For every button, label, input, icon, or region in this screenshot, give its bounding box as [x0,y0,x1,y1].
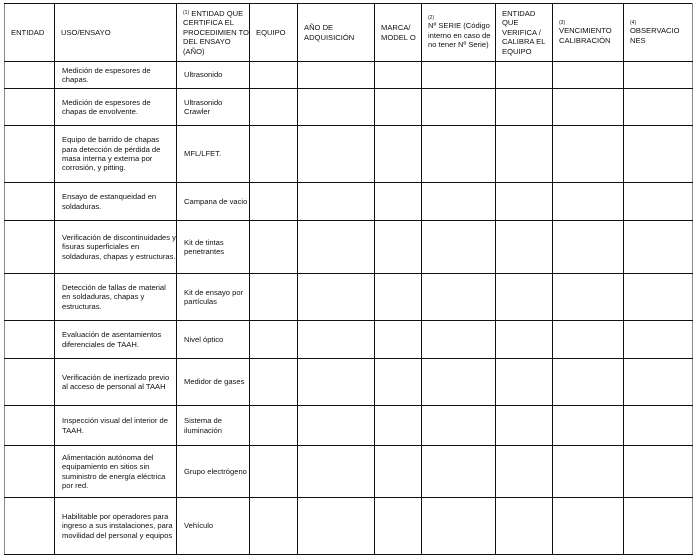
cell-observaciones [624,274,693,321]
cell-entidad [5,274,55,321]
cell-serie [422,359,496,406]
header-observaciones-label: OBSERVACIO NES [630,26,680,45]
cell-equipo [250,446,298,498]
cell-uso-ensayo: Equipo de barrido de chapas para detección de pérdida de masa interna y externa por corrosión, y pitting. [55,126,177,183]
cell-entidad-certifica: Vehículo [177,498,250,555]
cell-serie [422,321,496,359]
cell-entidad-certifica: Ultrasonido [177,62,250,89]
cell-anio-adquisicion [298,406,375,446]
table-row [5,498,693,555]
cell-serie [422,62,496,89]
header-equipo: EQUIPO [250,4,298,62]
cell-vencimiento [553,274,624,321]
cell-equipo [250,321,298,359]
header-entidad-certifica [177,4,250,62]
cell-equipo [250,126,298,183]
cell-entidad-verifica [496,446,553,498]
cell-equipo [250,359,298,406]
cell-entidad-verifica [496,183,553,221]
table-row [5,89,693,126]
header-vencimiento-label: VENCIMIENTO CALIBRACIÓN [559,26,612,45]
cell-marca-modelo [375,183,422,221]
cell-entidad-verifica [496,89,553,126]
footnote-marker: (4) [630,20,637,27]
header-anio-adquisicion: AÑO DE ADQUISICIÓN [298,4,375,62]
cell-vencimiento [553,89,624,126]
table-row [5,126,693,183]
table-row [5,446,693,498]
cell-entidad [5,89,55,126]
cell-serie [422,498,496,555]
cell-observaciones [624,126,693,183]
cell-serie [422,126,496,183]
cell-entidad-verifica [496,359,553,406]
cell-anio-adquisicion [298,221,375,274]
cell-vencimiento [553,321,624,359]
equipment-table [4,3,693,555]
cell-entidad [5,62,55,89]
cell-serie [422,221,496,274]
cell-uso-ensayo: Verificación de inertizado previo al acceso de personal al TAAH [55,359,177,406]
cell-anio-adquisicion [298,274,375,321]
cell-uso-ensayo: Detección de fallas de material en soldaduras, chapas y estructuras. [55,274,177,321]
cell-equipo [250,62,298,89]
table-row [5,183,693,221]
cell-entidad-verifica [496,498,553,555]
cell-entidad-verifica [496,406,553,446]
cell-observaciones [624,183,693,221]
cell-marca-modelo [375,321,422,359]
cell-equipo [250,221,298,274]
table-body [5,62,693,555]
footnote-marker: (2) [428,15,435,22]
cell-entidad [5,321,55,359]
cell-entidad-certifica: Grupo electrógeno [177,446,250,498]
cell-entidad [5,221,55,274]
cell-entidad-certifica: Campana de vacio [177,183,250,221]
cell-entidad-certifica: Medidor de gases [177,359,250,406]
cell-marca-modelo [375,62,422,89]
cell-uso-ensayo: Medición de espesores de chapas de envolvente. [55,89,177,126]
cell-serie [422,446,496,498]
cell-marca-modelo [375,126,422,183]
cell-anio-adquisicion [298,183,375,221]
cell-observaciones [624,498,693,555]
header-entidad-certifica-label: ENTIDAD QUE CERTIFICA EL PROCEDIMIEN TO DEL ENSAYO (AÑO) [183,8,249,56]
header-uso-ensayo: USO/ENSAYO [55,4,177,62]
cell-marca-modelo [375,274,422,321]
cell-entidad [5,498,55,555]
cell-anio-adquisicion [298,126,375,183]
table-row [5,62,693,89]
cell-observaciones [624,359,693,406]
cell-entidad-certifica: Nivel óptico [177,321,250,359]
cell-entidad-certifica: Kit de tintas penetrantes [177,221,250,274]
cell-entidad-certifica: Ultrasonido Crawler [177,89,250,126]
cell-uso-ensayo: Ensayo de estanqueidad en soldaduras. [55,183,177,221]
cell-entidad [5,126,55,183]
cell-anio-adquisicion [298,446,375,498]
cell-observaciones [624,221,693,274]
cell-entidad-verifica [496,221,553,274]
cell-equipo [250,89,298,126]
header-serie [422,4,496,62]
cell-serie [422,274,496,321]
table-row [5,406,693,446]
cell-vencimiento [553,406,624,446]
cell-vencimiento [553,498,624,555]
cell-entidad-verifica [496,62,553,89]
cell-serie [422,406,496,446]
cell-entidad [5,183,55,221]
cell-entidad-certifica: MFL/LFET. [177,126,250,183]
cell-vencimiento [553,126,624,183]
footnote-marker: (3) [559,20,566,27]
header-entidad-verifica: ENTIDAD QUE VERIFICA / CALIBRA EL EQUIPO [496,4,553,62]
cell-anio-adquisicion [298,89,375,126]
cell-equipo [250,498,298,555]
cell-marca-modelo [375,221,422,274]
cell-uso-ensayo: Inspección visual del interior de TAAH. [55,406,177,446]
cell-marca-modelo [375,89,422,126]
cell-entidad-verifica [496,126,553,183]
cell-observaciones [624,321,693,359]
table-row [5,359,693,406]
header-serie-label: Nº SERIE (Código interno en caso de no tener Nº Serie) [428,21,491,50]
header-entidad: ENTIDAD [5,4,55,62]
cell-serie [422,183,496,221]
cell-entidad [5,359,55,406]
cell-entidad-certifica: Sistema de iluminación [177,406,250,446]
cell-uso-ensayo: Evaluación de asentamientos diferenciales de TAAH. [55,321,177,359]
cell-vencimiento [553,221,624,274]
cell-anio-adquisicion [298,498,375,555]
cell-marca-modelo [375,498,422,555]
cell-entidad [5,406,55,446]
cell-observaciones [624,62,693,89]
cell-uso-ensayo: Medición de espesores de chapas. [55,62,177,89]
cell-vencimiento [553,359,624,406]
cell-entidad-certifica: Kit de ensayo por partículas [177,274,250,321]
cell-equipo [250,183,298,221]
cell-marca-modelo [375,406,422,446]
header-row [5,4,693,62]
cell-anio-adquisicion [298,359,375,406]
cell-observaciones [624,406,693,446]
cell-entidad-verifica [496,274,553,321]
cell-uso-ensayo: Habilitable por operadores para ingreso a sus instalaciones, para movilidad del personal y equipos [55,498,177,555]
cell-uso-ensayo: Alimentación autónoma del equipamiento en sitios sin suministro de energía eléctrica por red. [55,446,177,498]
table-row [5,274,693,321]
cell-serie [422,89,496,126]
table-row [5,221,693,274]
cell-marca-modelo [375,359,422,406]
cell-vencimiento [553,183,624,221]
header-observaciones [624,4,693,62]
cell-entidad-verifica [496,321,553,359]
cell-observaciones [624,446,693,498]
header-vencimiento [553,4,624,62]
cell-observaciones [624,89,693,126]
cell-vencimiento [553,62,624,89]
cell-equipo [250,406,298,446]
cell-anio-adquisicion [298,321,375,359]
footnote-marker: (1) [183,9,190,16]
header-marca-modelo: MARCA/ MODEL O [375,4,422,62]
cell-uso-ensayo: Verificación de discontinuidades y fisuras superficiales en soldaduras, chapas y estructuras. [55,221,177,274]
cell-vencimiento [553,446,624,498]
cell-entidad [5,446,55,498]
cell-equipo [250,274,298,321]
cell-anio-adquisicion [298,62,375,89]
cell-marca-modelo [375,446,422,498]
table-row [5,321,693,359]
